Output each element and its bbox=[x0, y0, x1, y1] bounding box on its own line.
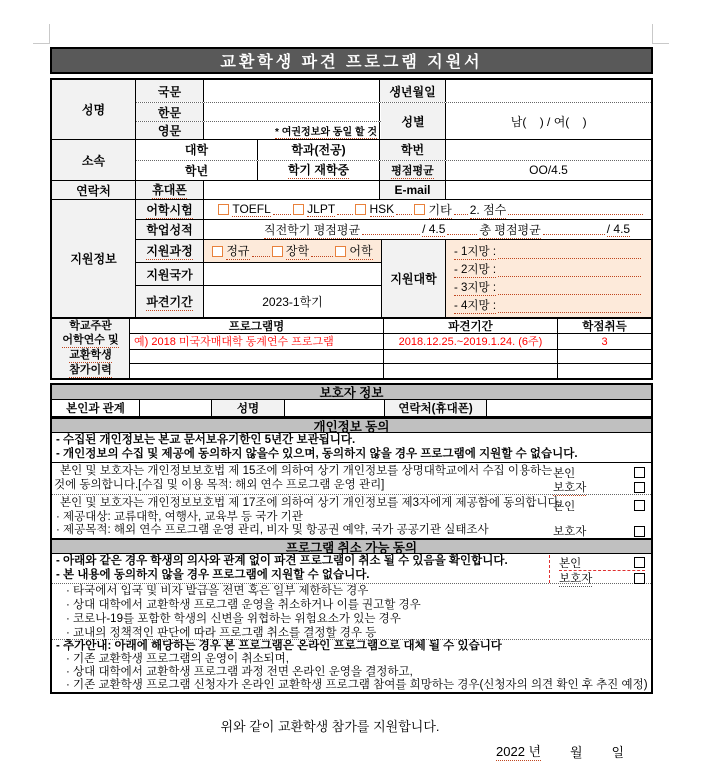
target-university-label: 지원대학 bbox=[382, 240, 446, 317]
privacy-consent2-bullet-1: · 제공대상: 교류대학, 여행사, 교육부 등 국가 기관 bbox=[56, 510, 303, 523]
privacy-consent2-self-label: 본인 bbox=[553, 500, 576, 513]
email-label: E-mail bbox=[380, 181, 446, 199]
privacy-consent1-line-2: 것에 동의합니다.[수집 및 이용 목적: 해외 연수 프로그램 운영 관리] bbox=[54, 478, 385, 491]
toefl-checkbox[interactable] bbox=[218, 204, 229, 215]
regular-course-label: 정규 bbox=[226, 244, 250, 258]
privacy-consent-section bbox=[50, 417, 653, 543]
choice-2-blank[interactable] bbox=[498, 262, 641, 277]
margin-mark-top-left-vertical bbox=[49, 24, 50, 44]
privacy-consent1-line-1: 본인 및 보호자는 개인정보보호법 제 15조에 의하여 상기 개인정보를 상명대학교에서 수집 이용하는 bbox=[60, 465, 553, 477]
margin-mark-top-right-horizontal bbox=[653, 43, 669, 44]
etc-checkbox[interactable] bbox=[414, 204, 425, 215]
guardian-relation-input[interactable] bbox=[140, 400, 212, 416]
year-column-label: 학년 bbox=[136, 161, 258, 181]
privacy-consent2-bullet-2: · 제공목적: 해외 연수 프로그램 운영 관리, 비자 및 항공권 예약, 국가 공공기관 실태조사 bbox=[56, 524, 489, 536]
previous-term-gpa-denominator: / 4.5 bbox=[422, 222, 446, 236]
phone-input[interactable] bbox=[204, 181, 380, 199]
period-label: 파견기간 bbox=[146, 294, 193, 309]
cancellation-consent-section bbox=[50, 538, 653, 694]
hanja-name-label: 한문 bbox=[136, 103, 204, 121]
history-row1-credits-input[interactable] bbox=[558, 350, 651, 363]
privacy-consent1-self-label: 본인 bbox=[553, 467, 576, 480]
previous-term-gpa-blank[interactable] bbox=[362, 224, 420, 235]
university-choices-cell bbox=[446, 240, 651, 317]
regular-course-checkbox[interactable] bbox=[212, 246, 223, 257]
jlpt-label: JLPT bbox=[307, 202, 336, 216]
birthdate-input[interactable] bbox=[446, 80, 651, 102]
phone-label: 휴대폰 bbox=[152, 183, 187, 197]
gpa-value[interactable]: OO/4.5 bbox=[529, 163, 568, 178]
name-section-label: 성명 bbox=[52, 80, 136, 139]
birthdate-label: 생년월일 bbox=[380, 80, 446, 102]
hsk-label: HSK bbox=[369, 202, 395, 216]
guardian-name-input[interactable] bbox=[285, 400, 385, 416]
country-input[interactable] bbox=[204, 263, 382, 285]
choice-4-blank[interactable] bbox=[498, 298, 641, 313]
grades-row bbox=[204, 220, 651, 239]
form-title: 교환학생 파견 프로그램 지원서 bbox=[220, 54, 483, 71]
semester-column-label: 학기 재학중 bbox=[287, 163, 350, 178]
program-history-table bbox=[50, 317, 653, 380]
date-day[interactable]: 일 bbox=[611, 744, 624, 760]
scholarship-course-label: 장학 bbox=[285, 244, 310, 258]
history-header-period: 파견기간 bbox=[448, 321, 493, 333]
margin-mark-top-right-vertical bbox=[652, 24, 653, 44]
choice-3-blank[interactable] bbox=[498, 280, 641, 295]
grades-label: 학업성적 bbox=[136, 220, 204, 239]
choice-3-label: - 3지망 : bbox=[454, 279, 496, 296]
history-side-line-3: 교환학생 bbox=[69, 349, 112, 361]
student-id-input[interactable] bbox=[446, 140, 651, 160]
privacy-intro-line-1: - 수집된 개인정보는 본교 문서보유기한인 5년간 보관됩니다. bbox=[56, 434, 356, 446]
applicant-info-table bbox=[50, 78, 653, 319]
total-gpa-blank[interactable] bbox=[543, 224, 605, 235]
cancellation-extra-bullet-3: · 기존 교환학생 프로그램 신청자가 온라인 교환학생 프로그램 참여를 희망하는 경우(신청자의 의견 확인 후 추진 예정) bbox=[66, 679, 648, 691]
cancellation-line-1: - 아래와 같은 경우 학생의 의사와 관계 없이 파견 프로그램이 취소 될 수 있음을 확인합니다. bbox=[56, 555, 508, 567]
privacy-intro-line-2: - 개인정보의 수집 및 제공에 동의하지 않을수 있으며, 동의하지 않을 경우 프로그램에 지원할 수 없습니다. bbox=[56, 447, 578, 460]
history-header-program: 프로그램명 bbox=[130, 319, 384, 333]
scholarship-course-checkbox[interactable] bbox=[272, 246, 283, 257]
guardian-section-title: 보호자 정보 bbox=[52, 385, 651, 400]
cancellation-bullet-2: · 상대 대학에서 교환학생 프로그램 운영을 취소하거나 이를 권고할 경우 bbox=[66, 599, 421, 611]
choice-4-label: - 4지망 : bbox=[454, 297, 496, 314]
jlpt-checkbox[interactable] bbox=[293, 204, 304, 215]
choice-2-label: - 2지망 : bbox=[454, 261, 496, 278]
contact-section-label: 연락처 bbox=[52, 181, 136, 199]
total-gpa-label: 총 평점평균 bbox=[479, 222, 541, 237]
privacy-consent2-guardian-checkbox[interactable] bbox=[634, 526, 645, 537]
privacy-section-title: 개인정보 동의 bbox=[52, 419, 651, 433]
guardian-contact-input[interactable] bbox=[487, 400, 651, 416]
history-side-line-1: 학교주관 bbox=[69, 320, 112, 332]
date-year[interactable]: 2022 년 bbox=[496, 741, 541, 761]
privacy-consent2-self-checkbox[interactable] bbox=[634, 500, 645, 511]
hanja-name-input[interactable] bbox=[204, 103, 380, 121]
country-label: 지원국가 bbox=[136, 263, 204, 285]
date-month[interactable]: 월 bbox=[569, 744, 583, 760]
korean-name-input[interactable] bbox=[204, 80, 380, 102]
course-label: 지원과정 bbox=[146, 244, 193, 258]
privacy-consent1-guardian-label: 보호자 bbox=[553, 479, 586, 496]
cancellation-line-2: - 본 내용에 동의하지 않을 경우 프로그램에 지원할 수 없습니다. bbox=[56, 568, 370, 581]
previous-term-gpa-label: 직전학기 평점평균 bbox=[264, 222, 361, 237]
privacy-consent1-guardian-checkbox[interactable] bbox=[634, 482, 645, 493]
guardian-relation-label: 본인과 관계 bbox=[52, 400, 140, 416]
passport-note: * 여권정보와 동일 할 것 bbox=[275, 123, 377, 139]
guardian-name-label: 성명 bbox=[212, 400, 285, 416]
korean-name-label: 국문 bbox=[136, 80, 204, 102]
privacy-consent1-self-checkbox[interactable] bbox=[634, 467, 645, 478]
total-gpa-denominator: / 4.5 bbox=[606, 222, 631, 236]
cancellation-self-label: 본인 bbox=[559, 557, 582, 570]
university-column-label: 대학 bbox=[136, 140, 258, 160]
guardian-info-section bbox=[50, 383, 653, 418]
history-side-line-4: 참가이력 bbox=[69, 364, 112, 376]
period-value[interactable]: 2023-1학기 bbox=[204, 286, 382, 317]
etc-label: 기타 bbox=[428, 202, 452, 217]
cancellation-guardian-label: 보호자 bbox=[559, 570, 592, 587]
history-row2-period-input[interactable] bbox=[384, 364, 558, 378]
language-test-options-row bbox=[204, 200, 651, 219]
date-line bbox=[496, 741, 624, 761]
apply-section-label: 지원정보 bbox=[52, 200, 136, 317]
score-label: 2. 점수 bbox=[469, 202, 507, 217]
language-test-label: 어학시험 bbox=[146, 202, 193, 217]
cancellation-extra-bullet-2: · 상대 대학에서 교환학생 프로그램 과정 전면 온라인 운영을 결정하고, bbox=[66, 666, 413, 678]
history-example-period: 2018.12.25.~2019.1.24. (6주) bbox=[399, 334, 543, 349]
language-course-label: 어학 bbox=[349, 244, 373, 258]
choice-1-label: - 1지망 : bbox=[454, 243, 496, 260]
english-name-label: 영문 bbox=[136, 122, 204, 139]
cancellation-section-title: 프로그램 취소 가능 동의 bbox=[52, 540, 651, 554]
gender-label: 성별 bbox=[381, 103, 447, 139]
form-title-bar bbox=[50, 47, 653, 74]
closing-statement: 위와 같이 교환학생 참가를 지원합니다. bbox=[220, 719, 440, 734]
history-side-line-2: 어학연수 및 bbox=[62, 334, 119, 346]
course-options-row bbox=[204, 240, 382, 262]
gender-value[interactable]: 남( ) / 여( ) bbox=[510, 114, 587, 129]
privacy-consent2-guardian-label: 보호자 bbox=[553, 523, 586, 540]
guardian-contact-label: 연락처(휴대폰) bbox=[398, 400, 472, 416]
history-example-program: 예) 2018 미국자매대학 동계연수 프로그램 bbox=[134, 334, 334, 349]
gpa-label: 평점평균 bbox=[391, 162, 434, 179]
history-row2-credits-input[interactable] bbox=[558, 364, 651, 378]
margin-mark-top-left-horizontal bbox=[33, 43, 49, 44]
cancellation-self-checkbox[interactable] bbox=[634, 557, 645, 568]
toefl-label: TOEFL bbox=[232, 202, 271, 216]
cancellation-bullet-1: · 타국에서 입국 및 비자 발급을 전면 혹은 일부 제한하는 경우 bbox=[66, 585, 369, 597]
privacy-consent2-line-1: 본인 및 보호자는 개인정보보호법 제 17조에 의하여 상기 개인정보를 제3자에게 제공함에 동의합니다. bbox=[60, 497, 562, 509]
history-row1-program-input[interactable] bbox=[130, 350, 384, 363]
email-input[interactable] bbox=[446, 181, 651, 199]
department-column-label: 학과(전공) bbox=[258, 140, 380, 160]
history-row1-period-input[interactable] bbox=[384, 350, 558, 363]
student-id-label: 학번 bbox=[380, 140, 446, 160]
choice-1-blank[interactable] bbox=[498, 244, 641, 259]
history-example-credits: 3 bbox=[601, 335, 608, 348]
language-course-checkbox[interactable] bbox=[335, 246, 346, 257]
cancellation-bullet-4: · 교내의 정책적인 판단에 따라 프로그램 취소를 결정할 경우 등 bbox=[66, 627, 377, 639]
cancellation-guardian-checkbox[interactable] bbox=[634, 573, 645, 584]
affiliation-section-label: 소속 bbox=[52, 140, 136, 180]
hsk-checkbox[interactable] bbox=[355, 204, 366, 215]
cancellation-extra-bullet-1: · 기존 교환학생 프로그램의 운영이 취소되며, bbox=[66, 653, 289, 665]
history-row2-program-input[interactable] bbox=[130, 364, 384, 378]
cancellation-bullet-3: · 코로나-19를 포함한 학생의 신변을 위협하는 위험요소가 있는 경우 bbox=[66, 613, 401, 625]
score-blank[interactable] bbox=[508, 204, 643, 215]
cancellation-extra-title: - 추가안내: 아래에 해당하는 경우 본 프로그램은 온라인 프로그램으로 대체 될 수 있습니다 bbox=[56, 640, 502, 652]
history-header-credits: 학점취득 bbox=[582, 321, 627, 333]
